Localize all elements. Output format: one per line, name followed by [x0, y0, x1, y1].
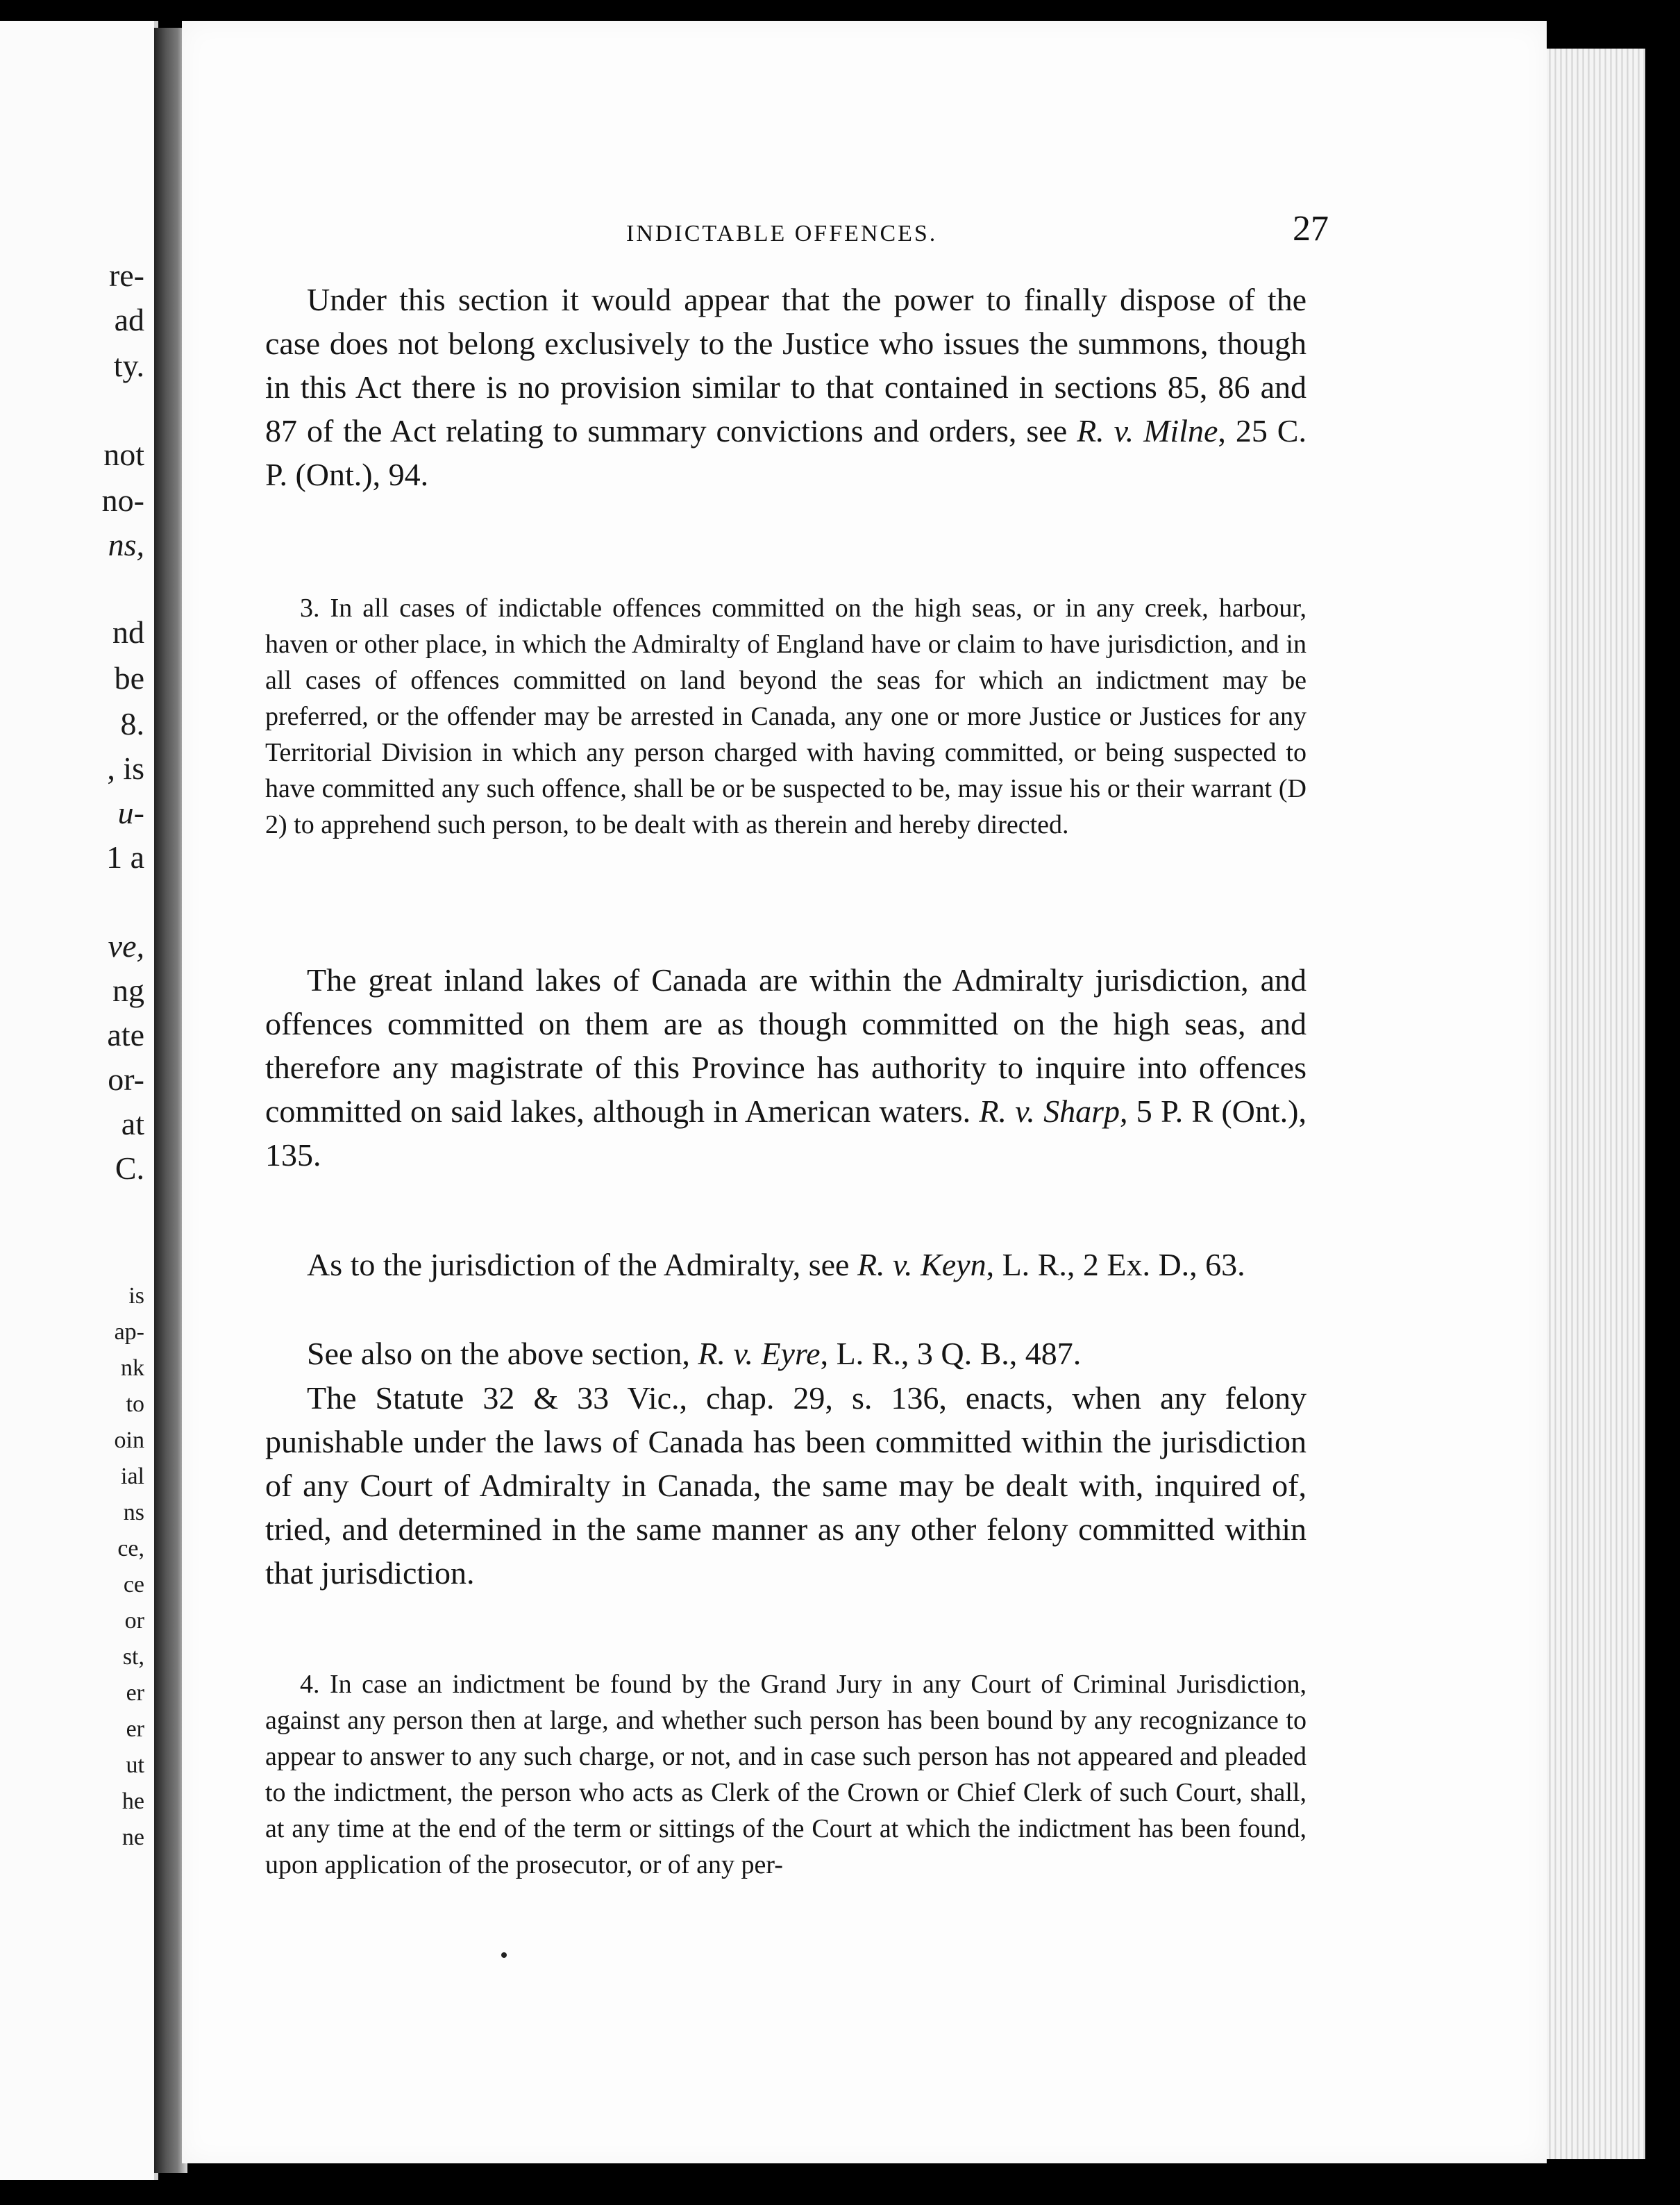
left-page-line-fragment: u-	[117, 795, 144, 830]
print-speck	[501, 1952, 507, 1958]
commentary-paragraph-5	[265, 1376, 1307, 1595]
page-number: 27	[1293, 209, 1329, 249]
commentary-paragraph-2	[265, 958, 1307, 1177]
case-citation-eyre: R. v. Eyre	[698, 1336, 821, 1371]
para3-text-b: , L. R., 2 Ex. D., 63.	[986, 1247, 1245, 1282]
left-page-line-fragment: he	[121, 1788, 144, 1814]
left-page-line-fragment: 8.	[120, 706, 144, 741]
left-page-line-fragment: , is	[107, 751, 144, 786]
left-page-line-fragment: er	[126, 1680, 144, 1706]
left-page-line-fragment: st,	[122, 1644, 144, 1670]
running-head: INDICTABLE OFFENCES.	[626, 221, 938, 246]
left-page-line-fragment: not	[103, 437, 144, 472]
left-page-line-fragment: ial	[121, 1464, 144, 1489]
left-page-line-fragment: no-	[101, 483, 144, 518]
left-page-line-fragment: ns,	[108, 527, 144, 562]
para4-text-a: See also on the above section,	[307, 1336, 698, 1371]
statute-section-4	[265, 1666, 1307, 1883]
page-edges	[1534, 49, 1645, 2159]
para2-text-a: The great inland lakes of Canada are within the Admiralty jurisdiction, and offences committed on them are as though committed on the high seas, and therefore any magistrate of this Province has authority to inquire into offences committed on said lakes, although in American waters.	[265, 962, 1307, 1129]
left-page-line-fragment: ty.	[113, 348, 144, 383]
left-page-line-fragment: oin	[114, 1427, 144, 1453]
para1-text-a: Under this section it would appear that the power to finally dispose of the case does not belong exclusively to the Justice who issues the summons, though in this Act there is no provision similar to that contained in sections 85, 86 and 87 of the Act relating to summary convictions and orders, see	[265, 282, 1307, 448]
commentary-paragraph-3	[265, 1243, 1307, 1286]
left-page-line-fragment: nk	[121, 1355, 144, 1381]
left-facing-page	[0, 21, 158, 2180]
book-page	[182, 21, 1547, 2163]
para3-text-a: As to the jurisdiction of the Admiralty, see	[307, 1247, 857, 1282]
left-page-line-fragment: ate	[107, 1017, 144, 1053]
case-citation-keyn: R. v. Keyn	[857, 1247, 986, 1282]
left-page-line-fragment: er	[126, 1716, 144, 1742]
commentary-paragraph-4	[265, 1332, 1307, 1375]
left-page-line-fragment: be	[114, 660, 144, 696]
left-page-line-fragment: ap-	[114, 1319, 144, 1345]
commentary-paragraph-1	[265, 278, 1307, 496]
left-page-line-fragment: C.	[115, 1150, 144, 1186]
left-page-line-fragment: ns	[123, 1500, 144, 1525]
left-page-line-fragment: ad	[114, 302, 144, 337]
left-page-line-fragment: ce,	[117, 1536, 144, 1561]
left-page-line-fragment: to	[126, 1391, 144, 1417]
left-page-line-fragment: is	[128, 1283, 144, 1309]
left-page-line-fragment: or	[124, 1608, 144, 1634]
para2-text-b: , 5 P. R (Ont.), 135.	[265, 1093, 1307, 1173]
left-page-line-fragment: or-	[108, 1062, 144, 1097]
left-page-line-fragment: ng	[112, 973, 144, 1008]
left-page-line-fragment: nd	[112, 614, 144, 650]
para5-text: The Statute 32 & 33 Vic., chap. 29, s. 136, enacts, when any felony punishable under the laws of Canada has been committed within the jurisdiction of any Court of Admiralty in Canada, the same may be dealt with, inquired of, tried, and determined in the same manner as any other felony committed within that jurisdiction.	[265, 1380, 1307, 1591]
left-page-line-fragment: 1 a	[106, 839, 144, 875]
statute-section-3-text: 3. In all cases of indictable offences committed on the high seas, or in any creek, harbour, haven or other place, in which the Admiralty of England have or claim to have jurisdiction, and in all cases of offences committed on land beyond the seas for which an indictment may be preferred, or the offender may be arrested in Canada, any one or more Justice or Justices for any Territorial Division in which any person charged with having committed, or being suspected to have committed any such offence, shall be or be suspected to be, may issue his or their warrant (D 2) to apprehend such person, to be dealt with as therein and hereby directed.	[265, 594, 1307, 839]
statute-section-3	[265, 590, 1307, 843]
left-page-line-fragment: ce	[123, 1572, 144, 1598]
left-page-line-fragment: ne	[121, 1825, 144, 1850]
left-page-line-fragment: ve,	[108, 928, 144, 964]
para4-text-b: , L. R., 3 Q. B., 487.	[820, 1336, 1082, 1371]
case-citation-milne: R. v. Milne	[1077, 413, 1218, 448]
left-page-line-fragment: ut	[126, 1752, 144, 1778]
left-page-line-fragment: re-	[108, 258, 144, 293]
case-citation-sharp: R. v. Sharp	[979, 1093, 1120, 1129]
left-page-line-fragment: at	[121, 1106, 144, 1141]
statute-section-4-text: 4. In case an indictment be found by the Grand Jury in any Court of Criminal Jurisdiction, against any person then at large, and whether such person has been bound by any recognizance to appear to answer to any such charge, or not, and in case such person has not appeared and pleaded to the indictment, the person who acts as Clerk of the Crown or Chief Clerk of such Court, shall, at any time at the end of the term or sittings of the Court at which the indictment has been found, upon application of the prosecutor, or of any per-	[265, 1670, 1307, 1879]
para1-text-b: , 25 C. P. (Ont.), 94.	[265, 413, 1307, 492]
